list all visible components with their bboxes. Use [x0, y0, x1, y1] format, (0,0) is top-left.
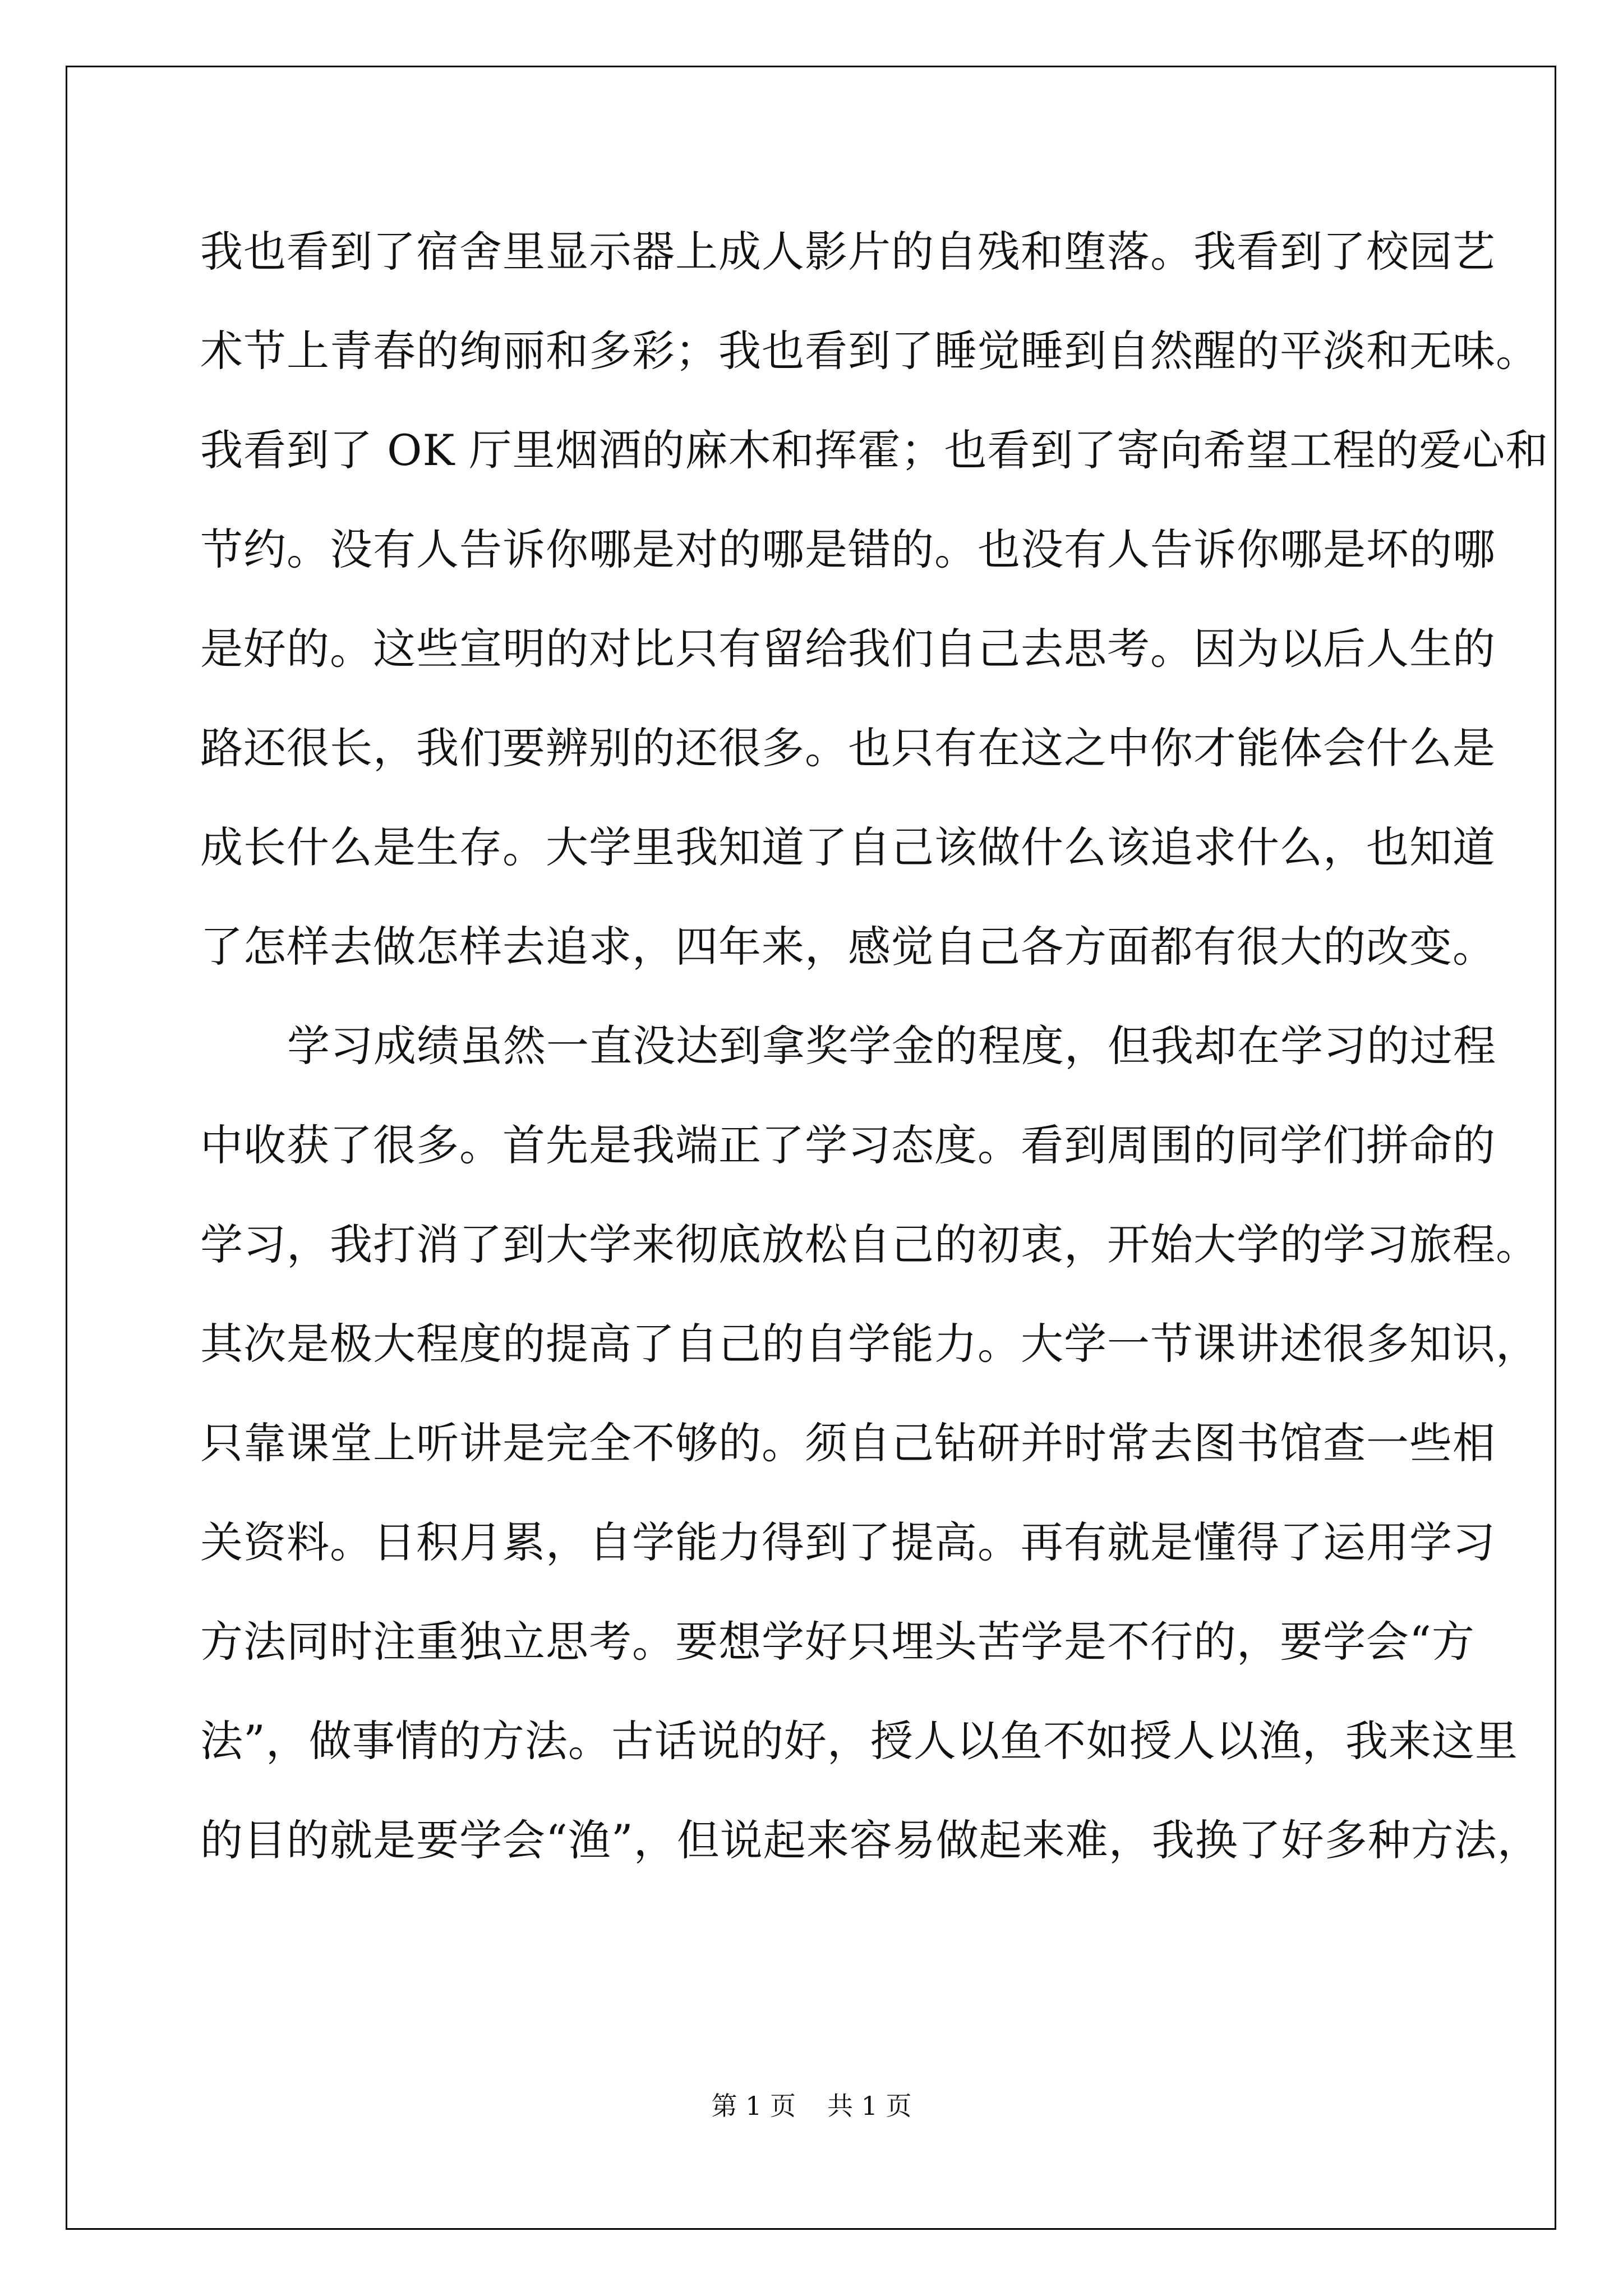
page-total: 共 1 页 — [827, 2091, 912, 2121]
text-line: 我看到了 OK 厅里烟酒的麻木和挥霍；也看到了寄向希望工程的爱心和 — [200, 425, 1549, 475]
text-line: 中收获了很多。首先是我端正了学习态度。看到周围的同学们拼命的 — [200, 1120, 1496, 1170]
text-line: 成长什么是生存。大学里我知道了自己该做什么该追求什么，也知道 — [200, 822, 1496, 872]
text-line: 我也看到了宿舍里显示器上成人影片的自残和堕落。我看到了校园艺 — [200, 227, 1496, 277]
text-line: 方法同时注重独立思考。要想学好只埋头苦学是不行的，要学会“方 — [200, 1617, 1475, 1667]
text-line: 路还很长，我们要辨别的还很多。也只有在这之中你才能体会什么是 — [200, 723, 1496, 773]
page-number: 第 1 页 — [711, 2091, 796, 2121]
text-line: 节约。没有人告诉你哪是对的哪是错的。也没有人告诉你哪是坏的哪 — [200, 524, 1496, 574]
text-line: 术节上青春的绚丽和多彩；我也看到了睡觉睡到自然醒的平淡和无味。 — [200, 326, 1539, 376]
text-line: 的目的就是要学会“渔”，但说起来容易做起来难，我换了好多种方法， — [200, 1815, 1541, 1865]
text-line: 法”，做事情的方法。古话说的好，授人以鱼不如授人以渔，我来这里 — [200, 1716, 1518, 1766]
text-line: 是好的。这些宣明的对比只有留给我们自己去思考。因为以后人生的 — [200, 624, 1496, 674]
page-footer — [0, 2086, 1623, 2123]
text-line: 其次是极大程度的提高了自己的自学能力。大学一节课讲述很多知识， — [200, 1319, 1539, 1369]
text-line: 只靠课堂上听讲是完全不够的。须自己钻研并时常去图书馆查一些相 — [200, 1418, 1496, 1468]
document-body — [200, 202, 1549, 1890]
text-line: 了怎样去做怎样去追求，四年来，感觉自己各方面都有很大的改变。 — [200, 922, 1496, 972]
text-line: 关资料。日积月累，自学能力得到了提高。再有就是懂得了运用学习 — [200, 1517, 1496, 1567]
paragraph-start-line: 学习成绩虽然一直没达到拿奖学金的程度，但我却在学习的过程 — [287, 1021, 1496, 1071]
text-line: 学习，我打消了到大学来彻底放松自己的初衷，开始大学的学习旅程。 — [200, 1220, 1539, 1269]
